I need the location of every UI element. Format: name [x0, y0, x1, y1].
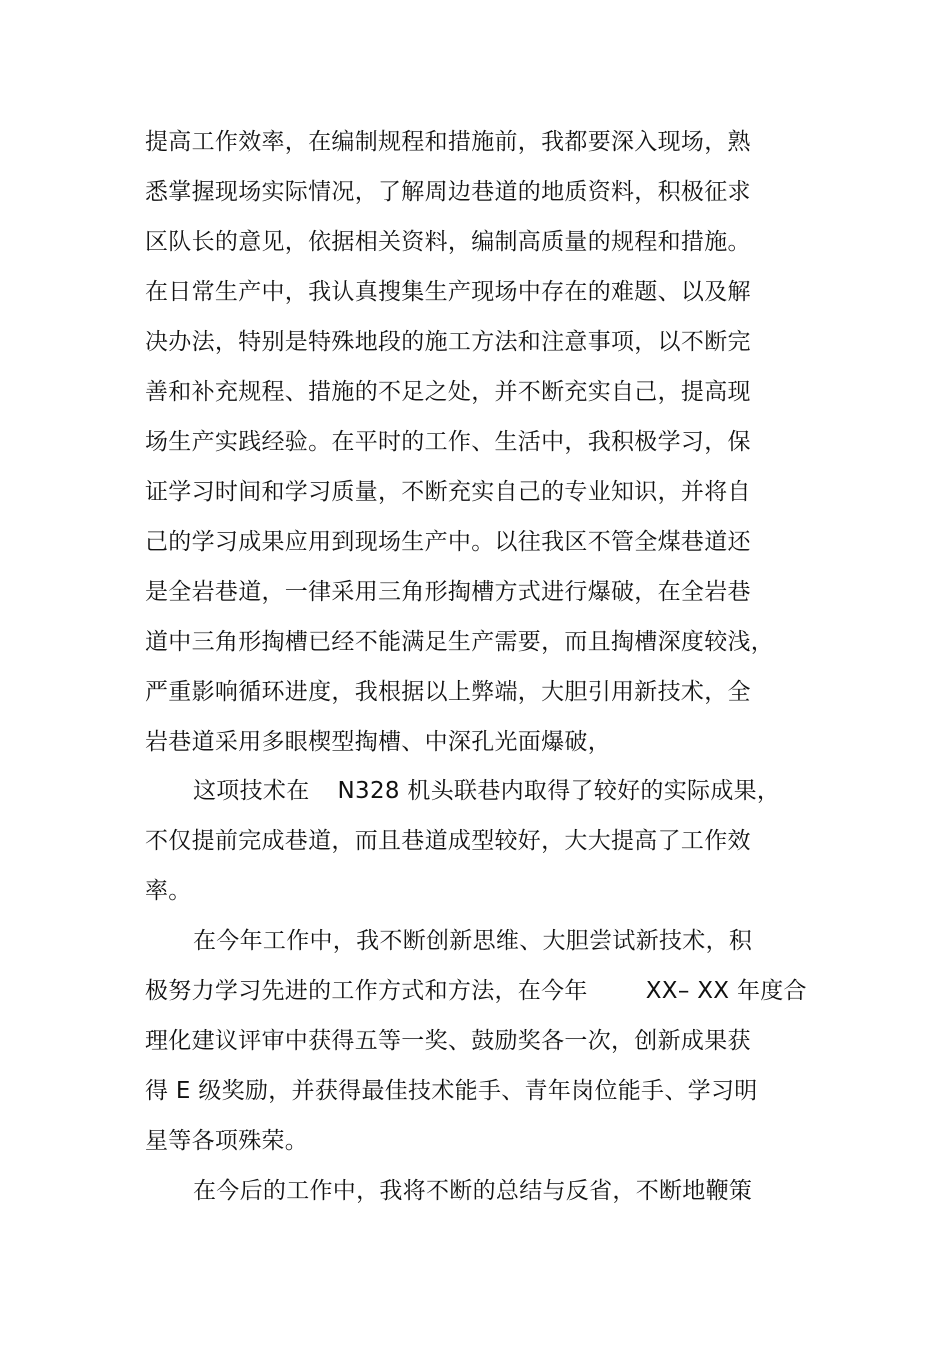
text-line: 场生产实践经验。在平时的工作、生活中，我积极学习，保 [145, 429, 751, 455]
paragraph-3-line-2 [145, 976, 807, 1006]
text-line: 区队长的意见，依据相关资料，编制高质量的规程和措施。 [145, 229, 751, 255]
paragraph-2-line-1 [193, 776, 780, 806]
text-line: 在日常生产中，我认真搜集生产现场中存在的难题、以及解 [145, 279, 751, 305]
text-line: 道中三角形掏槽已经不能满足生产需要，而且掏槽深度较浅， [145, 629, 775, 655]
text-line: 善和补充规程、措施的不足之处，并不断充实自己，提高现 [145, 379, 751, 405]
text-segment: XX– XX 年度合 [645, 978, 807, 1004]
text-line: 悉掌握现场实际情况，了解周边巷道的地质资料，积极征求 [145, 179, 751, 205]
text-line: 星等各项殊荣。 [145, 1128, 309, 1154]
text-segment: N328 机头联巷内取得了较好的实际成果， [337, 778, 781, 804]
text-segment: 极努力学习先进的工作方式和方法，在今年 [145, 978, 588, 1004]
text-line: 证学习时间和学习质量，不断充实自己的专业知识，并将自 [145, 479, 751, 505]
text-line: 严重影响循环进度，我根据以上弊端，大胆引用新技术，全 [145, 679, 751, 705]
text-line: 提高工作效率，在编制规程和措施前，我都要深入现场，熟 [145, 129, 751, 155]
text-line: 不仅提前完成巷道，而且巷道成型较好，大大提高了工作效 [145, 828, 751, 854]
text-line: 岩巷道采用多眼楔型掏槽、中深孔光面爆破， [145, 729, 611, 755]
text-line: 是全岩巷道，一律采用三角形掏槽方式进行爆破，在全岩巷 [145, 579, 751, 605]
paragraph-4-line-1: 在今后的工作中，我将不断的总结与反省，不断地鞭策 [193, 1178, 753, 1204]
text-segment: 这项技术在 [193, 778, 310, 804]
text-line: 决办法，特别是特殊地段的施工方法和注意事项，以不断完 [145, 329, 751, 355]
text-line: 理化建议评审中获得五等一奖、鼓励奖各一次，创新成果获 [145, 1028, 751, 1054]
text-line: 率。 [145, 878, 192, 904]
text-line: 己的学习成果应用到现场生产中。以往我区不管全煤巷道还 [145, 529, 751, 555]
text-line: 得 E 级奖励，并获得最佳技术能手、青年岗位能手、学习明 [145, 1078, 758, 1104]
paragraph-3-line-1: 在今年工作中，我不断创新思维、大胆尝试新技术，积 [193, 928, 753, 954]
